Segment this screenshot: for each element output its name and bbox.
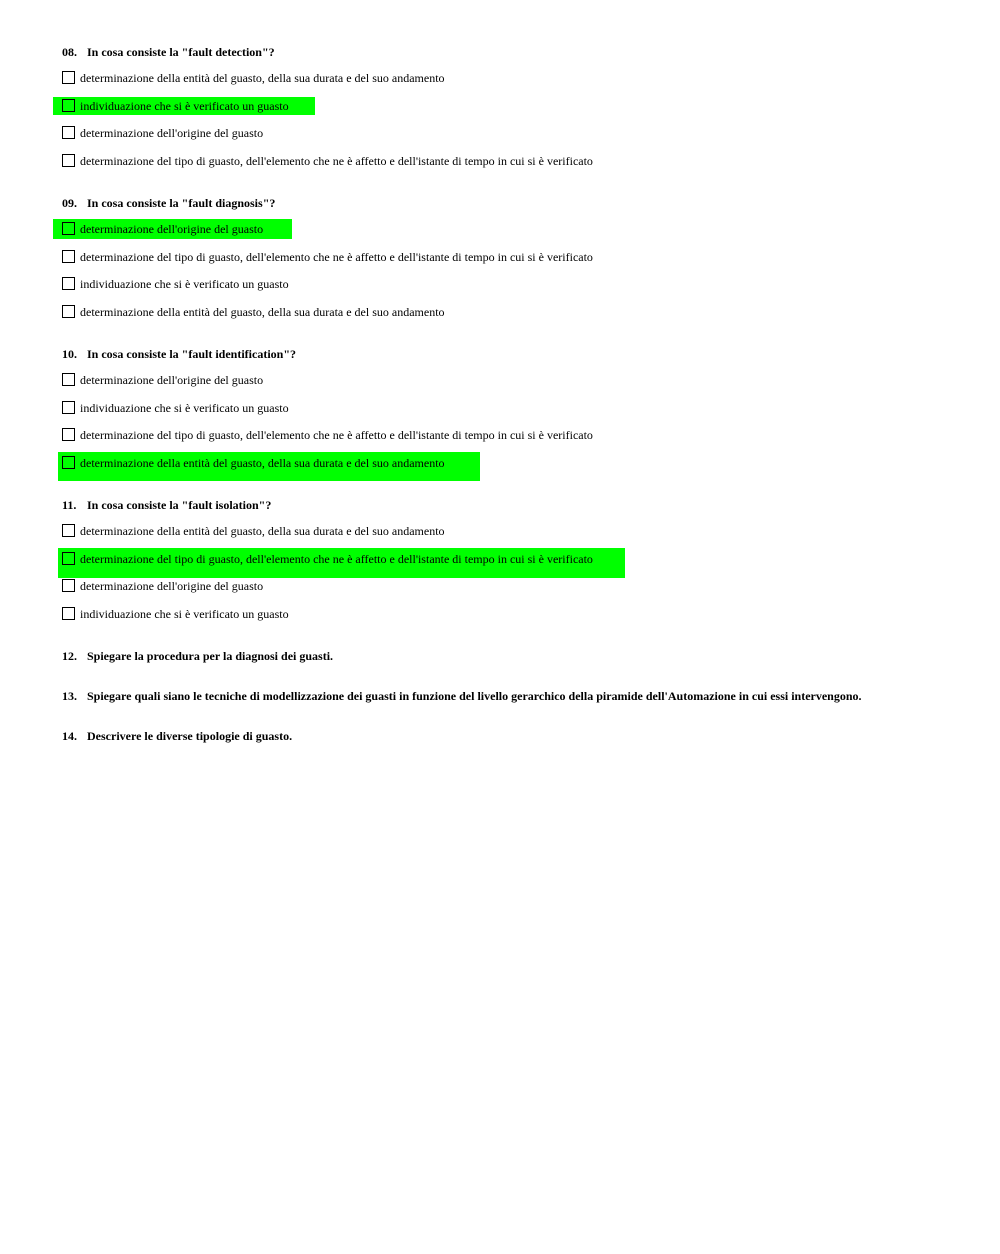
question-13-heading <box>62 689 862 704</box>
question-number: 08. <box>62 45 77 59</box>
checkbox[interactable] <box>62 428 75 441</box>
question-08-heading <box>62 45 275 60</box>
question-number: 09. <box>62 196 77 210</box>
question-number: 12. <box>62 649 77 663</box>
question-text: Descrivere le diverse tipologie di guasto. <box>87 729 293 743</box>
checkbox[interactable] <box>62 71 75 84</box>
checkbox[interactable] <box>62 456 75 469</box>
question-number: 10. <box>62 347 77 361</box>
option-label: determinazione del tipo di guasto, dell'elemento che ne è affetto e dell'istante di tempo in cui si è verificato <box>80 154 593 168</box>
checkbox[interactable] <box>62 154 75 167</box>
option-label: determinazione dell'origine del guasto <box>80 579 264 593</box>
option-label: determinazione della entità del guasto, della sua durata e del suo andamento <box>80 71 445 85</box>
checkbox[interactable] <box>62 401 75 414</box>
option-label: determinazione dell'origine del guasto <box>80 373 264 387</box>
option-label: individuazione che si è verificato un guasto <box>80 401 289 415</box>
question-text: In cosa consiste la "fault identification"? <box>87 347 296 361</box>
question-09-heading <box>62 196 275 211</box>
option-label: determinazione del tipo di guasto, dell'elemento che ne è affetto e dell'istante di tempo in cui si è verificato <box>80 428 593 442</box>
checkbox[interactable] <box>62 250 75 263</box>
question-14-heading <box>62 729 292 744</box>
option-label: individuazione che si è verificato un guasto <box>80 277 289 291</box>
checkbox[interactable] <box>62 126 75 139</box>
option-label: determinazione dell'origine del guasto <box>80 126 264 140</box>
checkbox[interactable] <box>62 524 75 537</box>
option-label: individuazione che si è verificato un guasto <box>80 99 289 113</box>
option-label: determinazione dell'origine del guasto <box>80 222 264 236</box>
option-label: determinazione della entità del guasto, della sua durata e del suo andamento <box>80 524 445 538</box>
checkbox[interactable] <box>62 277 75 290</box>
option-label: determinazione del tipo di guasto, dell'elemento che ne è affetto e dell'istante di tempo in cui si è verificato <box>80 250 593 264</box>
question-text: In cosa consiste la "fault detection"? <box>87 45 275 59</box>
question-number: 13. <box>62 689 77 703</box>
option-label: individuazione che si è verificato un guasto <box>80 607 289 621</box>
question-number: 14. <box>62 729 77 743</box>
option-label: determinazione del tipo di guasto, dell'elemento che ne è affetto e dell'istante di tempo in cui si è verificato <box>80 552 593 566</box>
question-12-heading <box>62 649 333 664</box>
checkbox[interactable] <box>62 607 75 620</box>
option-label: determinazione della entità del guasto, della sua durata e del suo andamento <box>80 456 445 470</box>
question-10-heading <box>62 347 296 362</box>
checkbox[interactable] <box>62 373 75 386</box>
checkbox[interactable] <box>62 99 75 112</box>
question-number: 11. <box>62 498 77 512</box>
question-text: In cosa consiste la "fault diagnosis"? <box>87 196 276 210</box>
question-text: Spiegare quali siano le tecniche di modellizzazione dei guasti in funzione del livello gerarchico della piramide dell'Automazione in cui essi intervengono. <box>87 689 862 703</box>
question-text: Spiegare la procedura per la diagnosi dei guasti. <box>87 649 334 663</box>
checkbox[interactable] <box>62 579 75 592</box>
checkbox[interactable] <box>62 305 75 318</box>
question-text: In cosa consiste la "fault isolation"? <box>87 498 272 512</box>
option-label: determinazione della entità del guasto, della sua durata e del suo andamento <box>80 305 445 319</box>
checkbox[interactable] <box>62 222 75 235</box>
checkbox[interactable] <box>62 552 75 565</box>
question-11-heading <box>62 498 271 513</box>
